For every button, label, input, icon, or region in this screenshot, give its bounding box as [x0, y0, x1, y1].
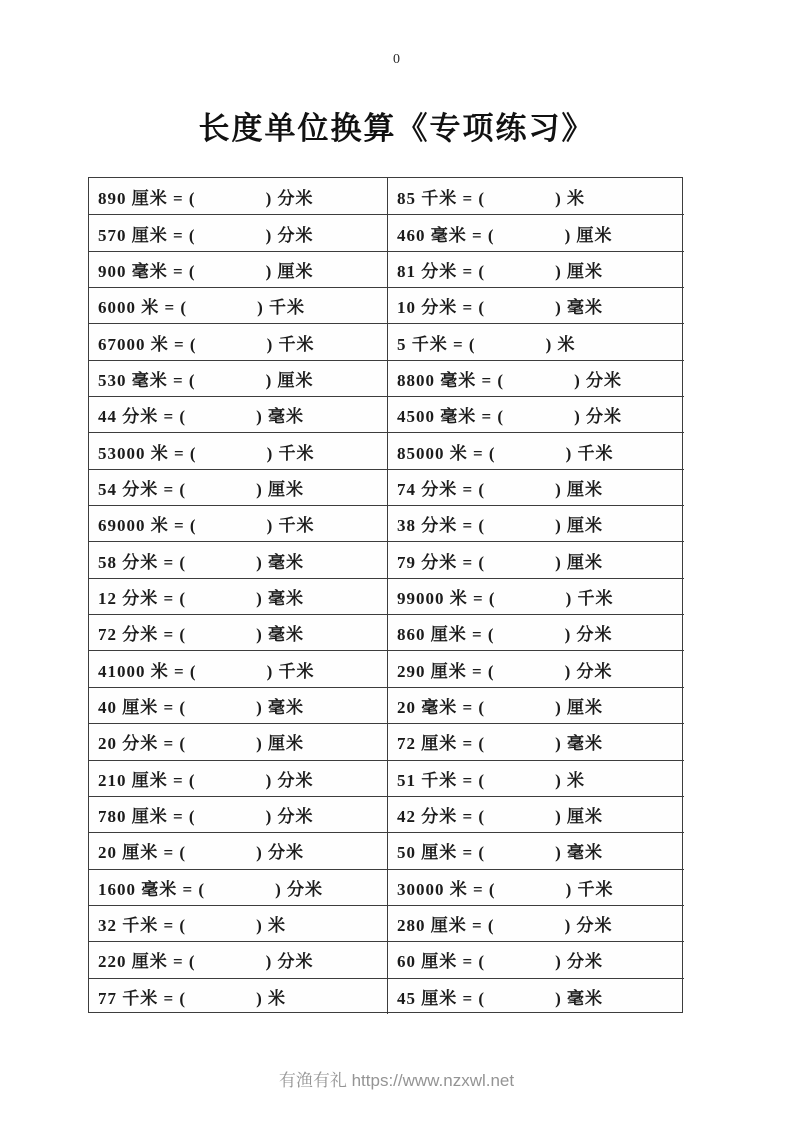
question-suffix: ) 米 [555, 770, 586, 790]
question-prefix: 44 分米 = ( [98, 407, 187, 427]
answer-blank [485, 523, 555, 524]
answer-blank [186, 705, 256, 706]
answer-blank [196, 196, 266, 197]
page-number: 0 [393, 52, 400, 67]
question-suffix: ) 千米 [565, 879, 614, 899]
exercise-item [388, 687, 684, 723]
exercise-item [89, 832, 388, 868]
answer-blank [485, 305, 555, 306]
answer-blank [485, 996, 555, 997]
footer-watermark: 有渔有礼 https://www.nzxwl.net [278, 1071, 515, 1090]
question-prefix: 32 千米 = ( [98, 916, 187, 936]
question-suffix: ) 毫米 [555, 988, 604, 1008]
question-prefix: 860 厘米 = ( [397, 625, 495, 645]
answer-blank [476, 342, 546, 343]
question-suffix: ) 分米 [564, 661, 613, 681]
question-prefix: 81 分米 = ( [397, 261, 486, 281]
question-suffix: ) 厘米 [555, 261, 604, 281]
question-prefix: 20 毫米 = ( [397, 697, 486, 717]
answer-blank [485, 741, 555, 742]
question-prefix: 570 厘米 = ( [98, 225, 196, 245]
answer-blank [485, 850, 555, 851]
answer-blank [186, 596, 256, 597]
answer-blank [196, 778, 266, 779]
question-suffix: ) 分米 [265, 807, 314, 827]
exercise-item [89, 287, 388, 323]
question-suffix: ) 千米 [257, 298, 306, 318]
question-prefix: 210 厘米 = ( [98, 770, 196, 790]
answer-blank [496, 596, 566, 597]
answer-blank [504, 414, 574, 415]
question-suffix: ) 毫米 [555, 843, 604, 863]
exercise-item [89, 978, 388, 1014]
question-suffix: ) 厘米 [555, 807, 604, 827]
question-suffix: ) 分米 [574, 407, 623, 427]
question-suffix: ) 厘米 [555, 697, 604, 717]
question-prefix: 51 千米 = ( [397, 770, 486, 790]
exercise-item [388, 832, 684, 868]
exercise-item [388, 360, 684, 396]
question-suffix: ) 千米 [266, 443, 315, 463]
question-prefix: 290 厘米 = ( [397, 661, 495, 681]
exercise-item [388, 287, 684, 323]
question-prefix: 460 毫米 = ( [397, 225, 495, 245]
question-suffix: ) 分米 [265, 770, 314, 790]
question-suffix: ) 厘米 [564, 225, 613, 245]
question-prefix: 4500 毫米 = ( [397, 407, 505, 427]
question-prefix: 53000 米 = ( [98, 443, 197, 463]
exercise-item [89, 869, 388, 905]
exercise-item [89, 796, 388, 832]
exercise-item [89, 723, 388, 759]
exercise-item [89, 251, 388, 287]
answer-blank [186, 560, 256, 561]
answer-blank [495, 233, 565, 234]
question-suffix: ) 千米 [565, 443, 614, 463]
question-suffix: ) 毫米 [555, 734, 604, 754]
question-prefix: 72 厘米 = ( [397, 734, 486, 754]
question-suffix: ) 分米 [256, 843, 305, 863]
question-suffix: ) 厘米 [555, 479, 604, 499]
question-suffix: ) 厘米 [256, 734, 305, 754]
question-suffix: ) 毫米 [256, 697, 305, 717]
question-suffix: ) 厘米 [555, 552, 604, 572]
answer-blank [485, 959, 555, 960]
exercise-item [89, 323, 388, 359]
question-suffix: ) 千米 [565, 588, 614, 608]
answer-blank [496, 451, 566, 452]
question-prefix: 6000 米 = ( [98, 298, 188, 318]
answer-blank [485, 487, 555, 488]
question-suffix: ) 厘米 [265, 370, 314, 390]
answer-blank [485, 705, 555, 706]
exercise-item [388, 905, 684, 941]
answer-blank [196, 814, 266, 815]
question-suffix: ) 千米 [266, 661, 315, 681]
question-prefix: 77 千米 = ( [98, 988, 187, 1008]
question-prefix: 530 毫米 = ( [98, 370, 196, 390]
exercise-item [388, 178, 684, 214]
exercise-item [388, 869, 684, 905]
exercise-item [388, 941, 684, 977]
answer-blank [186, 487, 256, 488]
question-prefix: 8800 毫米 = ( [397, 370, 505, 390]
exercise-item [89, 541, 388, 577]
question-suffix: ) 分米 [564, 625, 613, 645]
answer-blank [495, 669, 565, 670]
question-prefix: 58 分米 = ( [98, 552, 187, 572]
question-prefix: 30000 米 = ( [397, 879, 496, 899]
answer-blank [495, 923, 565, 924]
question-prefix: 40 厘米 = ( [98, 697, 187, 717]
question-prefix: 10 分米 = ( [397, 298, 486, 318]
exercise-item [89, 941, 388, 977]
answer-blank [197, 523, 267, 524]
question-suffix: ) 分米 [555, 952, 604, 972]
question-suffix: ) 分米 [574, 370, 623, 390]
question-prefix: 69000 米 = ( [98, 516, 197, 536]
question-suffix: ) 千米 [266, 516, 315, 536]
question-suffix: ) 毫米 [256, 625, 305, 645]
exercise-item [388, 396, 684, 432]
answer-blank [186, 850, 256, 851]
answer-blank [197, 451, 267, 452]
exercise-item [388, 323, 684, 359]
question-suffix: ) 分米 [275, 879, 324, 899]
question-suffix: ) 米 [256, 916, 287, 936]
question-prefix: 1600 毫米 = ( [98, 879, 206, 899]
answer-blank [495, 632, 565, 633]
exercise-item [388, 469, 684, 505]
question-prefix: 38 分米 = ( [397, 516, 486, 536]
exercise-item [89, 178, 388, 214]
question-suffix: ) 分米 [265, 225, 314, 245]
answer-blank [485, 196, 555, 197]
exercise-item [388, 432, 684, 468]
question-suffix: ) 毫米 [555, 298, 604, 318]
question-prefix: 780 厘米 = ( [98, 807, 196, 827]
question-prefix: 20 分米 = ( [98, 734, 187, 754]
answer-blank [186, 414, 256, 415]
exercise-item [388, 650, 684, 686]
question-prefix: 74 分米 = ( [397, 479, 486, 499]
exercise-item [388, 251, 684, 287]
answer-blank [196, 233, 266, 234]
exercise-item [388, 505, 684, 541]
question-prefix: 54 分米 = ( [98, 479, 187, 499]
question-prefix: 72 分米 = ( [98, 625, 187, 645]
question-prefix: 5 千米 = ( [397, 334, 476, 354]
question-suffix: ) 米 [545, 334, 576, 354]
exercise-item [388, 614, 684, 650]
question-prefix: 60 厘米 = ( [397, 952, 486, 972]
exercise-item [388, 214, 684, 250]
answer-blank [205, 887, 275, 888]
exercise-item [89, 432, 388, 468]
exercise-item [89, 650, 388, 686]
question-suffix: ) 毫米 [256, 588, 305, 608]
question-suffix: ) 厘米 [265, 261, 314, 281]
exercise-item [89, 505, 388, 541]
question-prefix: 890 厘米 = ( [98, 188, 196, 208]
exercise-item [388, 541, 684, 577]
answer-blank [496, 887, 566, 888]
question-prefix: 41000 米 = ( [98, 661, 197, 681]
question-suffix: ) 毫米 [256, 552, 305, 572]
answer-blank [196, 269, 266, 270]
answer-blank [187, 305, 257, 306]
page-title: 长度单位换算《专项练习》 [198, 111, 595, 146]
question-prefix: 85000 米 = ( [397, 443, 496, 463]
question-prefix: 67000 米 = ( [98, 334, 197, 354]
exercise-item [388, 978, 684, 1014]
question-suffix: ) 米 [555, 188, 586, 208]
answer-blank [504, 378, 574, 379]
exercise-item [89, 578, 388, 614]
exercise-item [388, 796, 684, 832]
answer-blank [186, 996, 256, 997]
question-suffix: ) 米 [256, 988, 287, 1008]
question-suffix: ) 千米 [266, 334, 315, 354]
answer-blank [197, 342, 267, 343]
question-prefix: 900 毫米 = ( [98, 261, 196, 281]
answer-blank [485, 560, 555, 561]
exercise-item [89, 905, 388, 941]
question-suffix: ) 毫米 [256, 407, 305, 427]
exercise-item [89, 760, 388, 796]
exercise-item [388, 723, 684, 759]
question-prefix: 45 厘米 = ( [397, 988, 486, 1008]
answer-blank [485, 814, 555, 815]
question-suffix: ) 厘米 [555, 516, 604, 536]
question-suffix: ) 分米 [564, 916, 613, 936]
question-suffix: ) 厘米 [256, 479, 305, 499]
question-prefix: 99000 米 = ( [397, 588, 496, 608]
question-prefix: 220 厘米 = ( [98, 952, 196, 972]
exercise-item [388, 760, 684, 796]
answer-blank [197, 669, 267, 670]
exercise-item [89, 614, 388, 650]
exercise-item [89, 360, 388, 396]
question-prefix: 79 分米 = ( [397, 552, 486, 572]
answer-blank [196, 378, 266, 379]
exercise-item [89, 687, 388, 723]
exercise-item [89, 469, 388, 505]
answer-blank [186, 741, 256, 742]
exercise-item [388, 578, 684, 614]
exercise-item [89, 396, 388, 432]
conversion-table [88, 177, 683, 1013]
answer-blank [485, 269, 555, 270]
exercise-item [89, 214, 388, 250]
question-suffix: ) 分米 [265, 188, 314, 208]
question-prefix: 50 厘米 = ( [397, 843, 486, 863]
question-prefix: 42 分米 = ( [397, 807, 486, 827]
question-prefix: 85 千米 = ( [397, 188, 486, 208]
answer-blank [186, 632, 256, 633]
question-prefix: 20 厘米 = ( [98, 843, 187, 863]
question-prefix: 280 厘米 = ( [397, 916, 495, 936]
answer-blank [196, 959, 266, 960]
question-suffix: ) 分米 [265, 952, 314, 972]
answer-blank [186, 923, 256, 924]
answer-blank [485, 778, 555, 779]
question-prefix: 12 分米 = ( [98, 588, 187, 608]
